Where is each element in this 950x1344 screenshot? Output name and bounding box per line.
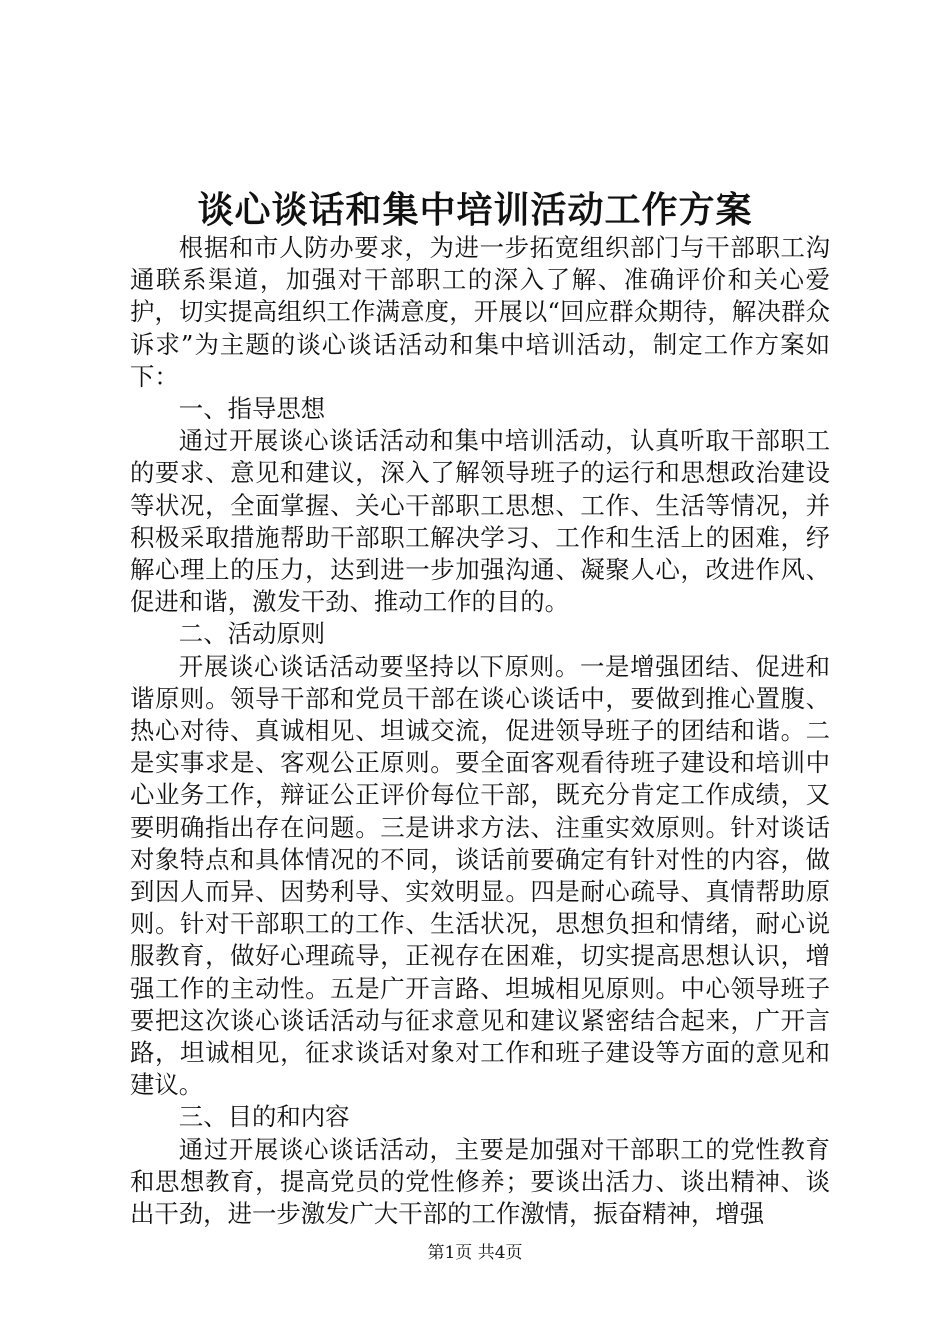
document-body — [130, 232, 830, 1230]
section-heading-principles: 二、活动原则 — [178, 619, 326, 649]
document-title: 谈心谈话和集中培训活动工作方案 — [197, 189, 753, 231]
section-heading-purpose-content: 三、目的和内容 — [178, 1102, 350, 1132]
purpose-content-paragraph: 通过开展谈心谈话活动，主要是加强对干部职工的党性教育和思想教育，提高党员的党性修养；要谈出活力、谈出精神、谈出干劲，进一步激发广大干部的工作激情，振奋精神，增强 — [130, 1134, 830, 1229]
guiding-thought-paragraph: 通过开展谈心谈话活动和集中培训活动，认真听取干部职工的要求、意见和建议，深入了解领导班子的运行和思想政治建设等状况，全面掌握、关心干部职工思想、工作、生活等情况，并积极采取措施帮助干部职工解决学习、工作和生活上的困难，纾解心理上的压力，达到进一步加强沟通、凝聚人心，改进作风、促进和谐，激发干劲、推动工作的目的。 — [130, 426, 830, 617]
page-number-footer: 第1页 共4页 — [427, 1243, 523, 1263]
principles-paragraph: 开展谈心谈话活动要坚持以下原则。一是增强团结、促进和谐原则。领导干部和党员干部在谈心谈话中，要做到推心置腹、热心对待、真诚相见、坦诚交流，促进领导班子的团结和谐。二是实事求是、客观公正原则。要全面客观看待班子建设和培训中心业务工作，辩证公正评价每位干部，既充分肯定工作成绩，又要明确指出存在问题。三是讲求方法、注重实效原则。针对谈话对象特点和具体情况的不同，谈话前要确定有针对性的内容，做到因人而异、因势利导、实效明显。四是耐心疏导、真情帮助原则。针对干部职工的工作、生活状况，思想负担和情绪，耐心说服教育，做好心理疏导，正视存在困难，切实提高思想认识，增强工作的主动性。五是广开言路、坦城相见原则。中心领导班子要把这次谈心谈话活动与征求意见和建议紧密结合起来，广开言路，坦诚相见，征求谈话对象对工作和班子建设等方面的意见和建议。 — [130, 651, 830, 1100]
section-heading-guiding-thought: 一、指导思想 — [178, 394, 326, 424]
intro-paragraph: 根据和市人防办要求，为进一步拓宽组织部门与干部职工沟通联系渠道，加强对干部职工的深入了解、准确评价和关心爱护，切实提高组织工作满意度，开展以“回应群众期待，解决群众诉求”为主题的谈心谈话活动和集中培训活动，制定工作方案如下： — [130, 233, 830, 391]
